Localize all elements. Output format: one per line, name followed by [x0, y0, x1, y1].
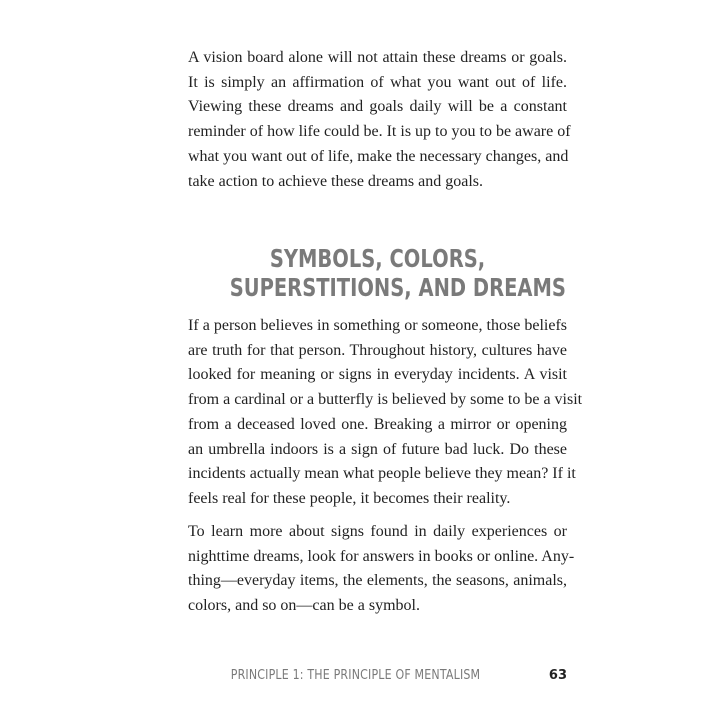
text-line: from a cardinal or a butterfly is believed by some to be a visit [188, 391, 583, 409]
text-line: what you want out of life, make the necessary changes, and [188, 147, 569, 165]
text-line: from a deceased loved one. Breaking a mirror or opening [188, 415, 567, 433]
paragraph-vision-board [188, 46, 571, 194]
text-line: incidents actually mean what people believe they mean? If it [188, 465, 576, 483]
text-line: are truth for that person. Throughout history, cultures have [188, 341, 567, 359]
page-number: 63 [548, 668, 567, 683]
heading-line: SYMBOLS, COLORS, [269, 244, 486, 273]
text-line: colors, and so on—can be a symbol. [188, 597, 420, 615]
paragraph-signs [188, 520, 575, 619]
text-line: It is simply an affirmation of what you want out of life. [188, 73, 567, 91]
section-heading [229, 244, 566, 302]
text-line: looked for meaning or signs in everyday incidents. A visit [188, 366, 567, 384]
heading-line: SUPERSTITIONS, AND DREAMS [229, 273, 566, 302]
text-line: feels real for these people, it becomes their reality. [188, 489, 511, 507]
running-head: PRINCIPLE 1: THE PRINCIPLE OF MENTALISM [230, 668, 481, 683]
page-footer [188, 668, 567, 686]
text-line: thing—everyday items, the elements, the seasons, animals, [188, 572, 567, 590]
text-line: To learn more about signs found in daily experiences or [188, 523, 567, 540]
text-line: reminder of how life could be. It is up to you to be aware of [188, 123, 571, 141]
text-line: an umbrella indoors is a sign of future bad luck. Do these [188, 440, 567, 458]
text-line: take action to achieve these dreams and goals. [188, 172, 483, 190]
paragraph-beliefs [188, 314, 583, 512]
text-line: A vision board alone will not attain these dreams or goals. [188, 49, 567, 66]
text-line: Viewing these dreams and goals daily will be a constant [188, 98, 567, 116]
text-line: If a person believes in something or someone, those beliefs [188, 317, 567, 334]
text-line: nighttime dreams, look for answers in books or online. Any- [188, 547, 575, 565]
